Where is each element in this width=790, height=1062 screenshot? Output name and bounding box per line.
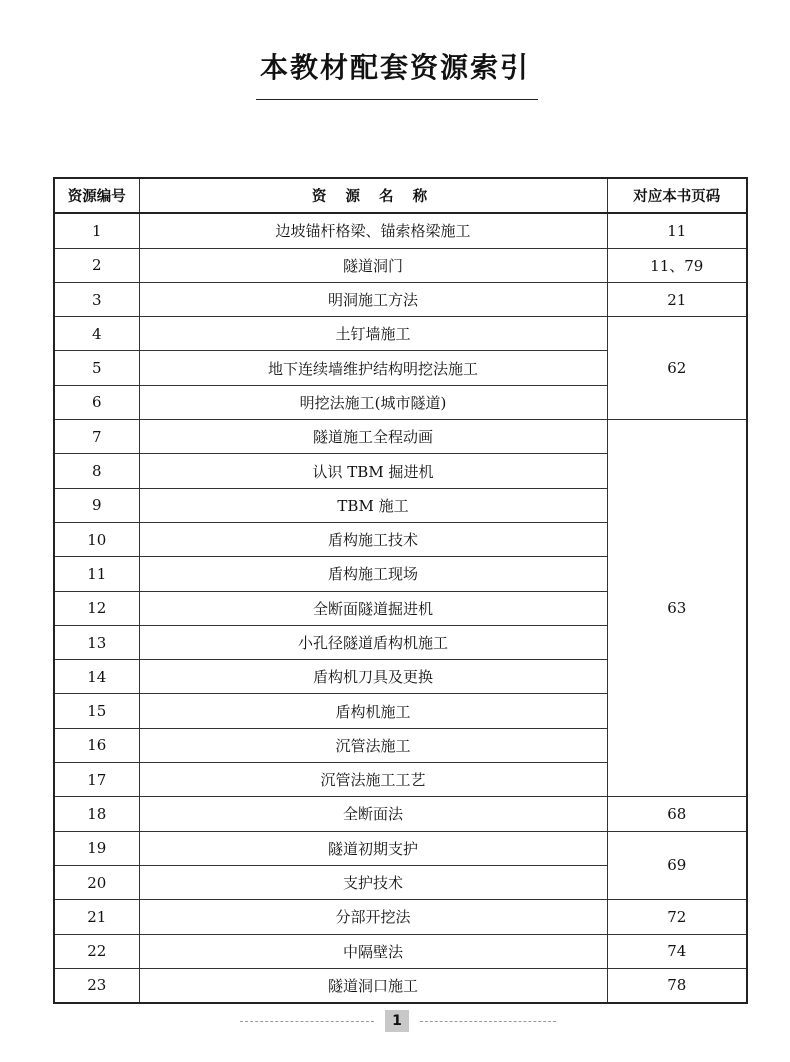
resource-name-cell: 中隔壁法 xyxy=(139,934,607,968)
resource-id-cell: 20 xyxy=(54,865,139,899)
page-number-cell: 11 xyxy=(607,213,747,248)
resource-id-cell: 22 xyxy=(54,934,139,968)
resource-id-cell: 7 xyxy=(54,420,139,454)
table-body xyxy=(54,213,747,1003)
resource-id-cell: 23 xyxy=(54,968,139,1003)
resource-name-cell: 隧道洞口施工 xyxy=(139,968,607,1003)
table-row xyxy=(54,900,747,934)
resource-id-cell: 17 xyxy=(54,763,139,797)
resource-id-cell: 18 xyxy=(54,797,139,831)
page-number-cell: 72 xyxy=(607,900,747,934)
table-header-row xyxy=(54,178,747,213)
resource-name-cell: 支护技术 xyxy=(139,865,607,899)
header-resource-name: 资 源 名 称 xyxy=(139,178,607,213)
header-page-number: 对应本书页码 xyxy=(607,178,747,213)
resource-name-cell: 全断面隧道掘进机 xyxy=(139,591,607,625)
table-row xyxy=(54,797,747,831)
page-number-cell: 21 xyxy=(607,282,747,316)
page-number: 1 xyxy=(385,1010,409,1032)
resource-id-cell: 21 xyxy=(54,900,139,934)
table-row xyxy=(54,934,747,968)
resource-id-cell: 9 xyxy=(54,488,139,522)
title-underline xyxy=(256,99,538,100)
page-footer xyxy=(240,1010,556,1032)
page-number-cell: 69 xyxy=(607,831,747,900)
table-row xyxy=(54,831,747,865)
page-number-cell: 63 xyxy=(607,420,747,797)
resource-id-cell: 12 xyxy=(54,591,139,625)
page-number-cell: 62 xyxy=(607,317,747,420)
resource-name-cell: 分部开挖法 xyxy=(139,900,607,934)
resource-id-cell: 15 xyxy=(54,694,139,728)
resource-name-cell: 地下连续墙维护结构明挖法施工 xyxy=(139,351,607,385)
header-resource-id: 资源编号 xyxy=(54,178,139,213)
resource-name-cell: 边坡锚杆格梁、锚索格梁施工 xyxy=(139,213,607,248)
resource-name-cell: 隧道初期支护 xyxy=(139,831,607,865)
resource-name-cell: 盾构机刀具及更换 xyxy=(139,660,607,694)
resource-name-cell: 土钉墙施工 xyxy=(139,317,607,351)
resource-id-cell: 2 xyxy=(54,248,139,282)
resource-id-cell: 13 xyxy=(54,625,139,659)
resource-id-cell: 8 xyxy=(54,454,139,488)
page-number-cell: 68 xyxy=(607,797,747,831)
footer-divider-right xyxy=(420,1021,556,1022)
page-number-cell: 11、79 xyxy=(607,248,747,282)
table-row xyxy=(54,317,747,351)
resource-name-cell: 认识 TBM 掘进机 xyxy=(139,454,607,488)
resource-name-cell: 沉管法施工工艺 xyxy=(139,763,607,797)
page-number-cell: 78 xyxy=(607,968,747,1003)
table-row xyxy=(54,282,747,316)
resource-name-cell: 盾构机施工 xyxy=(139,694,607,728)
resource-name-cell: 沉管法施工 xyxy=(139,728,607,762)
resource-name-cell: 全断面法 xyxy=(139,797,607,831)
resource-id-cell: 11 xyxy=(54,557,139,591)
resource-id-cell: 19 xyxy=(54,831,139,865)
resource-id-cell: 1 xyxy=(54,213,139,248)
resource-id-cell: 5 xyxy=(54,351,139,385)
resource-name-cell: 隧道洞门 xyxy=(139,248,607,282)
table-row xyxy=(54,248,747,282)
table-row xyxy=(54,968,747,1003)
resource-name-cell: 明洞施工方法 xyxy=(139,282,607,316)
resource-name-cell: 小孔径隧道盾构机施工 xyxy=(139,625,607,659)
table-row xyxy=(54,213,747,248)
table-row xyxy=(54,420,747,454)
resource-name-cell: 盾构施工技术 xyxy=(139,522,607,556)
footer-divider-left xyxy=(240,1021,374,1022)
resource-id-cell: 16 xyxy=(54,728,139,762)
resource-index-table xyxy=(53,177,748,1004)
resource-id-cell: 10 xyxy=(54,522,139,556)
resource-name-cell: TBM 施工 xyxy=(139,488,607,522)
resource-name-cell: 盾构施工现场 xyxy=(139,557,607,591)
resource-id-cell: 4 xyxy=(54,317,139,351)
resource-id-cell: 6 xyxy=(54,385,139,419)
resource-id-cell: 14 xyxy=(54,660,139,694)
resource-id-cell: 3 xyxy=(54,282,139,316)
page-number-cell: 74 xyxy=(607,934,747,968)
page-title: 本教材配套资源索引 xyxy=(259,51,530,84)
resource-name-cell: 隧道施工全程动画 xyxy=(139,420,607,454)
resource-name-cell: 明挖法施工(城市隧道) xyxy=(139,385,607,419)
